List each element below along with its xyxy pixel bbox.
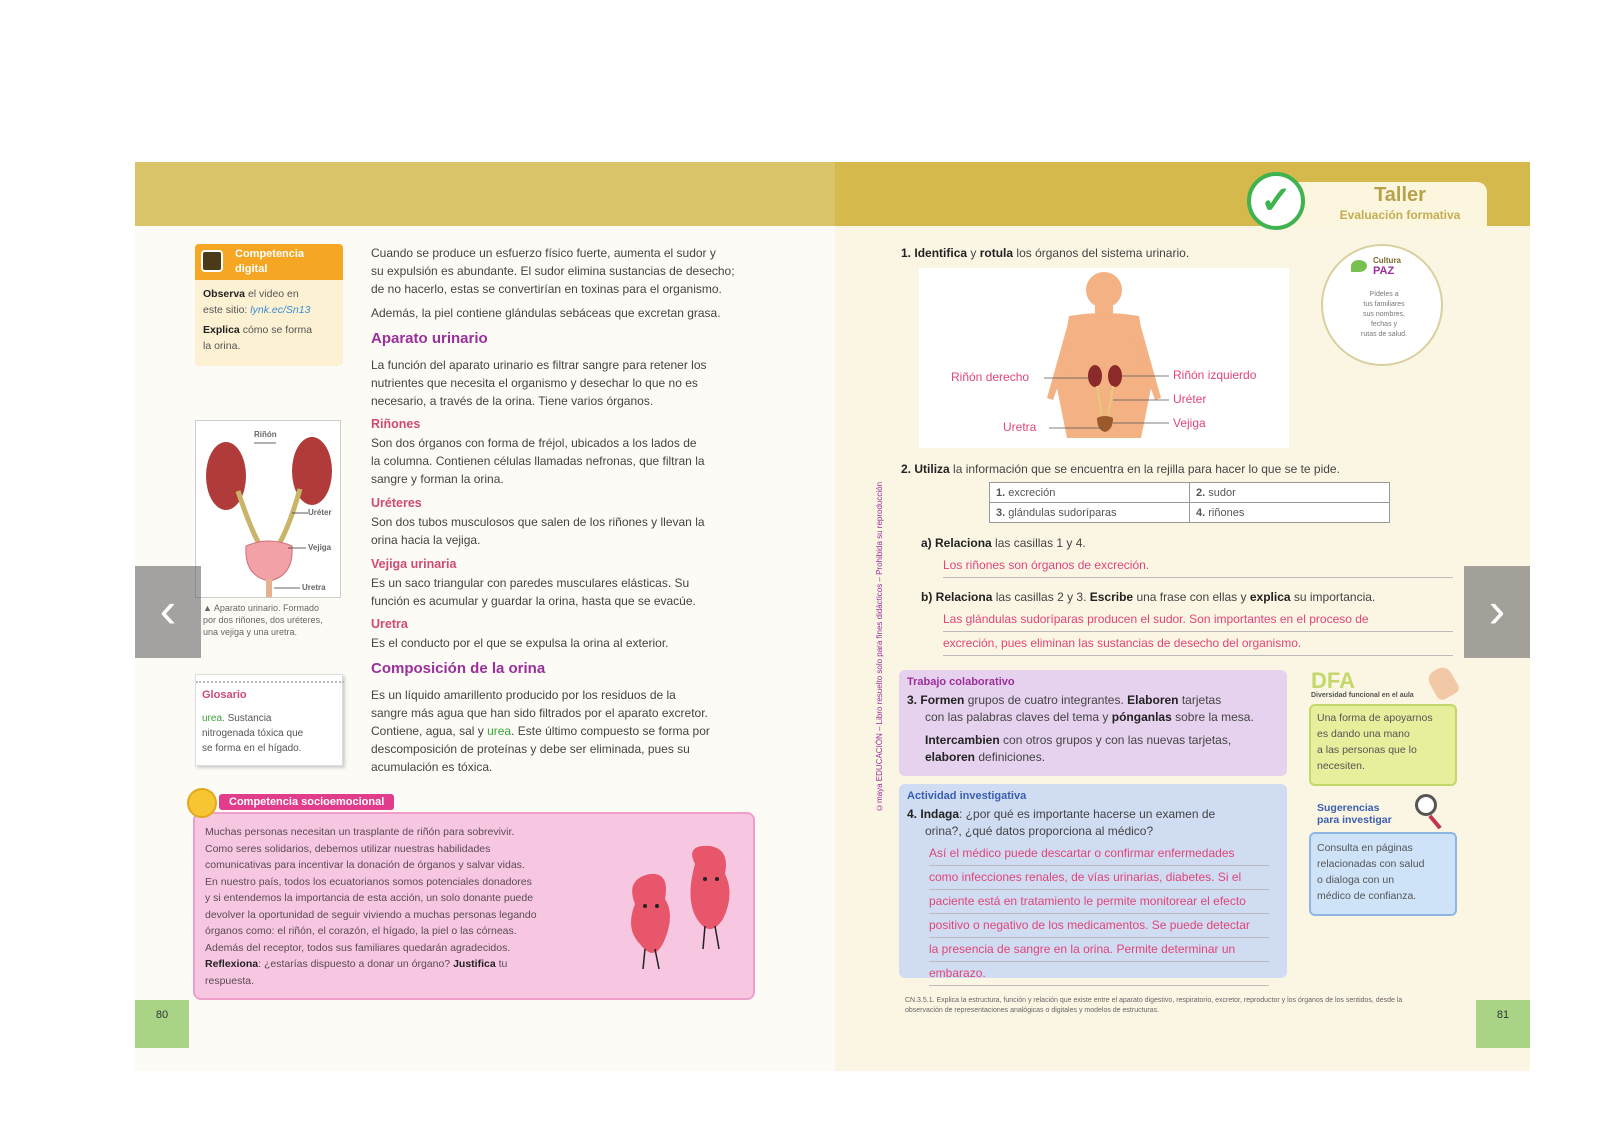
ureters-line: Son dos tubos musculosos que salen de los riñones y llevan la	[371, 515, 705, 529]
socio-line: En nuestro país, todos los ecuatorianos somos potenciales donadores	[205, 875, 532, 888]
q2-number: 2.	[901, 462, 912, 476]
q2b-rest: su importancia.	[1290, 590, 1376, 604]
q2-verb: Utiliza	[914, 462, 950, 476]
q2-rest: la información que se encuentra en la rejilla para hacer lo que se te pide.	[949, 462, 1340, 476]
q2b-verb-3: explica	[1249, 590, 1291, 604]
q2b-answer-line: Las glándulas sudoríparas producen el sudor. Son importantes en el proceso de	[943, 608, 1453, 632]
q2b-verb-1: Relaciona	[935, 590, 993, 604]
laptop-icon	[201, 250, 223, 272]
socio-line: Como seres solidarios, debemos utilizar nuestras habilidades	[205, 842, 491, 855]
peace-text: Pídeles a	[1369, 291, 1399, 298]
socio-line: Además del receptor, todos sus familiares quedarán agradecidos.	[205, 941, 511, 954]
bladder-title: Vejiga urinaria	[371, 557, 457, 571]
section1-line: nutrientes que necesita el organismo y desechar lo que no es	[371, 376, 698, 390]
prev-page-button[interactable]: ‹	[135, 566, 201, 658]
intro-paragraph-2: Además, la piel contiene glándulas sebáceas que excretan grasa.	[371, 306, 721, 320]
digital-box-title-2: digital	[235, 263, 268, 275]
q2-instruction	[901, 460, 1461, 478]
socioemotional-box	[193, 812, 755, 1000]
taller-subtitle: Evaluación formativa	[1339, 208, 1461, 222]
urethra-shape	[266, 579, 272, 597]
smiley-icon	[187, 788, 217, 818]
q4-verb: Indaga	[920, 807, 960, 821]
q2a-answer: Los riñones son órganos de excreción.	[943, 554, 1453, 578]
dfa-subtitle: Diversidad funcional en el aula	[1311, 692, 1414, 699]
q1-instruction	[901, 244, 1401, 262]
kidney-characters-illustration	[615, 844, 745, 974]
ureters-paragraph	[371, 513, 771, 549]
q4-answer-line: Así el médico puede descartar o confirmar enfermedades	[929, 842, 1269, 866]
reflect-end-2: respuesta.	[205, 974, 255, 987]
q3-verb-1: Formen	[920, 693, 965, 707]
socioemotional-title: Competencia socioemocional	[219, 794, 394, 810]
bladder-line: función es acumular y guardar la orina, hasta que se evacúe.	[371, 594, 696, 608]
socio-line: Muchas personas necesitan un trasplante de riñón para sobrevivir.	[205, 826, 515, 838]
q3-number: 3.	[907, 693, 918, 707]
q4-answer-line: positivo o negativo de los medicamentos. Se puede detectar	[929, 914, 1269, 938]
q4-answer-line: la presencia de sangre en la orina. Permite determinar un	[929, 938, 1269, 962]
bladder-line: Es un saco triangular con paredes musculares elásticas. Su	[371, 576, 690, 590]
q2a-instruction	[921, 534, 1441, 552]
q3-text: definiciones.	[975, 750, 1046, 764]
explain-text: cómo se forma	[239, 324, 313, 336]
intro-line: de no hacerlo, estas se convertirían en toxinas para el organismo.	[371, 282, 722, 296]
section-title-aparato-urinario: Aparato urinario	[371, 330, 488, 347]
q3-text: tarjetas	[1178, 693, 1222, 707]
left-header-band	[135, 162, 835, 226]
magnifier-handle-icon	[1428, 815, 1441, 830]
suggest-title-2: para investigar	[1317, 814, 1392, 826]
page-number-left: 80	[135, 1000, 189, 1048]
ureter-left-shape	[238, 491, 262, 549]
fig-label-urethra: Uretra	[302, 583, 326, 592]
section2-line: Es un líquido amarillento producido por los residuos de la	[371, 688, 676, 702]
suggest-line: relacionadas con salud	[1317, 858, 1425, 870]
book-spread	[135, 162, 1530, 1071]
section2-line: acumulación es tóxica.	[371, 760, 493, 774]
peace-label-2: PAZ	[1373, 265, 1395, 277]
q3-text: con otros grupos y con las nuevas tarjetas,	[999, 733, 1232, 747]
research-title: Actividad investigativa	[907, 790, 1027, 802]
socio-line: órganos como: el riñón, el corazón, el hígado, la piel o las córneas.	[205, 925, 517, 937]
q1-verb-1: Identifica	[914, 246, 968, 260]
check-icon: ✓	[1247, 172, 1305, 230]
urinary-system-figure	[195, 420, 341, 598]
ureters-title: Uréteres	[371, 496, 422, 510]
grid-cell: 2. sudor	[1190, 483, 1390, 503]
section2-line: descomposición de proteínas y debe ser eliminada, pues su	[371, 742, 690, 756]
q2b-verb-2: Escribe	[1089, 590, 1134, 604]
label-bladder: Vejiga	[1173, 416, 1206, 430]
glossary-box	[195, 674, 343, 766]
q3-text: con las palabras claves del tema y	[925, 710, 1112, 724]
justify-verb: Justifica	[453, 958, 496, 970]
peace-text: tus familiares	[1363, 301, 1405, 308]
footnote-line: observación de representaciones analógicas o digitales y modelos de estructuras.	[905, 1007, 1160, 1014]
q4-answer-line: embarazo.	[929, 962, 1269, 986]
fig-label-ureter: Uréter	[308, 508, 332, 517]
dfa-title: DFA	[1311, 668, 1355, 693]
caption-line: una vejiga y una uretra.	[203, 627, 298, 637]
section2-paragraph	[371, 686, 771, 776]
ureters-line: orina hacia la vejiga.	[371, 533, 481, 547]
q2b-answer-line: excreción, pues eliminan las sustancias de desecho del organismo.	[943, 632, 1453, 656]
site-text: este sitio:	[203, 304, 251, 316]
caption-line: por dos riñones, dos uréteres,	[203, 615, 323, 625]
magnifier-icon	[1415, 794, 1437, 816]
q2b-mid-2: una frase con ellas y	[1133, 590, 1250, 604]
urethra-title: Uretra	[371, 617, 408, 631]
section1-line: necesario, a través de la orina. Tiene varios órganos.	[371, 394, 654, 408]
q3-verb-5: elaboren	[925, 750, 976, 764]
caption-line: ▲ Aparato urinario. Formado	[203, 603, 319, 613]
glossary-def: nitrogenada tóxica que	[202, 728, 304, 739]
q4-number: 4.	[907, 807, 918, 821]
suggest-line: Consulta en páginas	[1317, 842, 1413, 854]
q1-mid: y	[967, 246, 980, 260]
q4-question: : ¿por qué es importante hacerse un examen de	[959, 807, 1216, 821]
peace-label-1: Cultura	[1373, 256, 1401, 265]
dfa-line: necesiten.	[1317, 760, 1365, 772]
section2-line: sangre más agua que han sido filtrados por el aparato excretor.	[371, 706, 708, 720]
q3-verb-3: pónganlas	[1111, 710, 1172, 724]
peace-culture-badge	[1321, 244, 1443, 366]
suggest-line: médico de confianza.	[1317, 890, 1417, 902]
human-body-illustration	[919, 268, 1289, 448]
socio-line: comunicativas para incentivar la donación de órganos y salvar vidas.	[205, 859, 525, 871]
urea-term: urea	[487, 724, 512, 738]
digital-competence-box	[195, 244, 343, 366]
q2b-answer	[943, 608, 1453, 656]
peace-text: fechas y	[1370, 321, 1398, 328]
q3-text: grupos de cuatro integrantes.	[964, 693, 1128, 707]
q3-verb-2: Elaboren	[1127, 693, 1179, 707]
word-grid	[989, 482, 1390, 523]
peace-text: rutas de salud.	[1361, 331, 1407, 338]
kidneys-paragraph	[371, 434, 771, 488]
intro-paragraph	[371, 244, 771, 322]
dfa-box	[1309, 704, 1457, 786]
grid-cell: 3. glándulas sudoríparas	[990, 503, 1190, 523]
grid-cell: 4. riñones	[1190, 503, 1390, 523]
section2-line: . Este último compuesto se forma por	[511, 724, 710, 738]
dfa-line: Una forma de apoyarnos	[1317, 712, 1433, 724]
q3-verb-4: Intercambien	[925, 733, 1000, 747]
q2a-label: a)	[921, 536, 932, 550]
collaborative-work-box	[899, 670, 1287, 776]
fig-label-kidney: Riñón	[254, 430, 277, 439]
intro-line: Cuando se produce un esfuerzo físico fuerte, aumenta el sudor y	[371, 246, 716, 260]
q2b-mid-1: las casillas 2 y 3.	[992, 590, 1090, 604]
q4-answer-line: como infecciones renales, de vías urinarias, diabetes. Si el	[929, 866, 1269, 890]
side-vertical-note: ©maya EDUCACIÓN – Libro resuelto solo para fines didácticos – Prohibida su reproducción	[875, 481, 884, 812]
q1-rest: los órganos del sistema urinario.	[1013, 246, 1190, 260]
explain-text-2: la orina.	[203, 340, 241, 352]
explain-verb: Explica	[203, 324, 240, 336]
glossary-title: Glosario	[202, 689, 247, 701]
next-page-button[interactable]: ›	[1464, 566, 1530, 658]
section1-paragraph	[371, 356, 771, 410]
observe-text: el video en	[245, 288, 299, 300]
research-activity-box	[899, 784, 1287, 978]
urethra-line: Es el conducto por el que se expulsa la orina al exterior.	[371, 636, 669, 650]
right-page	[835, 162, 1530, 1071]
hand-icon	[1425, 664, 1461, 702]
suggest-title-1: Sugerencias	[1317, 802, 1380, 814]
reflect-text: : ¿estarías dispuesto a donar un órgano?	[258, 958, 454, 970]
urinary-diagram-panel	[919, 268, 1289, 448]
footnote-line: CN.3.5.1. Explica la estructura, función y relación que existe entre el aparato digestivo, respiratorio, excretor, reproductor y los órganos de los sentidos, desde la	[905, 997, 1403, 1004]
kidneys-line: la columna. Contienen células llamadas nefronas, que filtran la	[371, 454, 705, 468]
kidneys-title: Riñones	[371, 417, 421, 431]
dfa-line: a las personas que lo	[1317, 744, 1417, 756]
bladder-shape	[246, 541, 292, 581]
bladder-paragraph	[371, 574, 771, 610]
section1-line: La función del aparato urinario es filtrar sangre para retener los	[371, 358, 707, 372]
q2b-label: b)	[921, 590, 933, 604]
glossary-def: Sustancia	[224, 713, 272, 724]
dfa-line: es dando una mano	[1317, 728, 1410, 740]
q3-text: sobre la mesa.	[1171, 710, 1254, 724]
digital-box-title-1: Competencia	[235, 248, 305, 260]
socio-line: devolver la oportunidad de seguir viviendo a muchas personas legando	[205, 908, 537, 921]
q1-verb-2: rotula	[979, 246, 1014, 260]
q4-answer-line: paciente está en tratamiento le permite monitorear el efecto	[929, 890, 1269, 914]
intro-line: su expulsión es abundante. El sudor elimina sustancias de desecho;	[371, 264, 735, 278]
dove-icon	[1351, 260, 1367, 272]
kidneys-line: Son dos órganos con forma de fréjol, ubicados a los lados de	[371, 436, 697, 450]
collab-title: Trabajo colaborativo	[907, 676, 1015, 688]
page-number-right: 81	[1476, 1000, 1530, 1048]
ureter-right-shape	[276, 489, 300, 549]
suggest-line: o dialoga con un	[1317, 874, 1395, 886]
video-link[interactable]: lynk.ec/Sn13	[250, 304, 311, 316]
label-right-kidney: Riñón derecho	[951, 370, 1030, 384]
figure-caption	[203, 602, 343, 638]
socio-line: y si entendemos la importancia de esta acción, un solo donante puede	[205, 892, 534, 904]
suggestions-box	[1309, 832, 1457, 916]
curriculum-footnote	[905, 996, 1465, 1016]
label-urethra: Uretra	[1003, 420, 1037, 434]
taller-title: Taller	[1374, 184, 1426, 206]
fig-label-bladder: Vejiga	[308, 543, 332, 552]
label-left-kidney: Riñón izquierdo	[1173, 368, 1257, 382]
glossary-def: se forma en el hígado.	[202, 743, 302, 754]
section-title-composicion: Composición de la orina	[371, 660, 546, 677]
peace-text: sus nombres,	[1362, 311, 1406, 318]
section2-line: Contiene, agua, sal y	[371, 724, 488, 738]
grid-cell: 1. excreción	[990, 483, 1190, 503]
observe-verb: Observa	[203, 288, 246, 300]
left-page	[135, 162, 835, 1071]
q2a-rest: las casillas 1 y 4.	[991, 536, 1086, 550]
label-ureter: Uréter	[1173, 392, 1207, 406]
glossary-term: urea.	[202, 713, 225, 724]
q1-number: 1.	[901, 246, 912, 260]
reflect-end: tu	[495, 958, 508, 970]
q2a-verb: Relaciona	[935, 536, 992, 550]
q4-question: orina?, ¿qué datos proporciona al médico?	[925, 824, 1154, 838]
reflect-verb: Reflexiona	[205, 958, 259, 970]
q2b-instruction	[921, 588, 1481, 606]
kidneys-line: sangre y forman la orina.	[371, 472, 504, 486]
